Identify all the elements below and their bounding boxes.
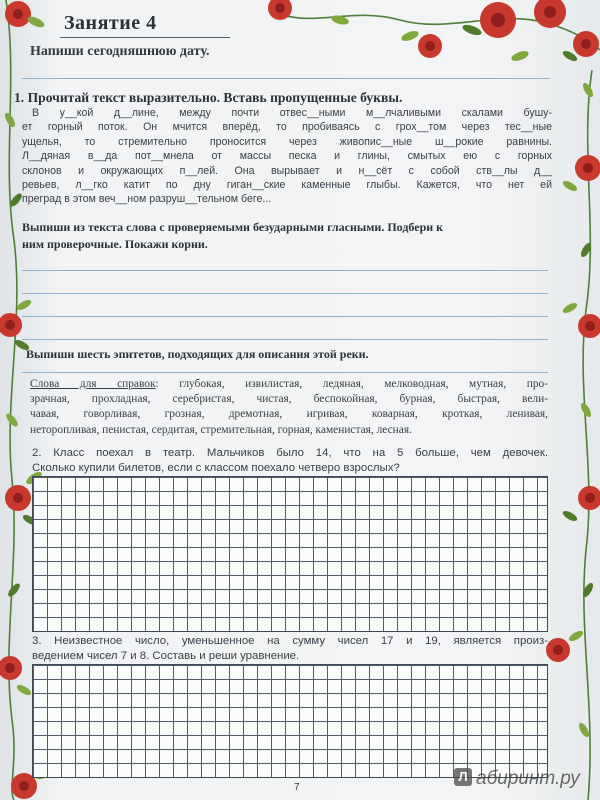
task1-text xyxy=(22,106,552,207)
top-flower-border xyxy=(250,0,600,70)
reference-label: Слова для справок xyxy=(30,378,156,390)
title-underline xyxy=(60,37,230,38)
text-line: склонов и окружающих п__лей. Она вырывает и н__сёт с собой ств__лы д__ xyxy=(22,164,552,177)
watermark-logo-icon: Л xyxy=(454,768,472,786)
text-line: преград в этом веч__ном разруш__тельном беге... xyxy=(22,193,272,206)
text-line: Л__дяная в__да пот__мнела от массы песка и глины, смытых ею с горных xyxy=(22,150,552,163)
reference-line: зрачная, прохладная, серебристая, чистая, беспокойная, бурная, быстрая, вели- xyxy=(30,393,548,406)
epithets-instruction: Выпиши шесть эпитетов, подходящих для описания этой реки. xyxy=(26,347,369,361)
rose-icon xyxy=(561,155,600,193)
reference-line: : глубокая, извилистая, ледяная, мелководная, мутная, про- xyxy=(155,378,549,390)
rose-icon xyxy=(400,29,442,58)
reference-words xyxy=(30,377,548,438)
rose-icon xyxy=(461,2,516,38)
page-number: 7 xyxy=(294,782,300,793)
instruction-line: ним проверочные. Покажи корни. xyxy=(22,237,208,251)
text-line: В у__кой д__лине, между почти отвес__ными м__лчаливыми скалами бушу- xyxy=(32,107,552,119)
answer-line[interactable] xyxy=(22,339,548,340)
task3-line: ведением чисел 7 и 8. Составь и реши уравнение. xyxy=(32,650,300,662)
task2-grid[interactable] xyxy=(32,476,548,632)
rose-icon xyxy=(0,656,33,697)
rose-icon xyxy=(546,629,585,662)
lesson-title: Занятие 4 xyxy=(64,12,157,34)
text-line: ревьев, л__гко катит по дну гиган__ские каменные глыбы. Кажется, что нет ей xyxy=(22,179,552,192)
rose-icon xyxy=(573,31,599,57)
task3-line: 3. Неизвестное число, уменьшенное на сумму чисел 17 и 19, является произ- xyxy=(32,635,548,647)
answer-line[interactable] xyxy=(22,293,548,294)
task3-grid[interactable] xyxy=(32,664,548,778)
task2-line: Сколько купили билетов, если с классом поехало четверо взрослых? xyxy=(32,462,400,474)
answer-line[interactable] xyxy=(22,372,548,373)
text-line: ущелья, то стремительно проносится через живопис__ные ш__рокие равнины. xyxy=(22,135,552,148)
rose-icon xyxy=(561,486,600,523)
rose-icon xyxy=(561,301,600,338)
date-prompt: Напиши сегодняшнюю дату. xyxy=(30,44,210,59)
text-line: ет горный поток. Он мчится вперёд, то пробиваясь с грох__том через тес__ные xyxy=(22,121,552,134)
task3-text xyxy=(32,634,548,664)
task2-line: 2. Класс поехал в театр. Мальчиков было 14, что на 5 больше, чем девочек. xyxy=(32,447,548,459)
reference-line: неторопливая, пенистая, сердитая, стремительная, горная, каменистая, лесная. xyxy=(30,423,412,436)
rose-icon xyxy=(534,0,566,28)
task2-text xyxy=(32,446,548,476)
watermark: абиринт.ру xyxy=(476,768,580,789)
answer-line[interactable] xyxy=(22,316,548,317)
reference-line: чавая, говорливая, грозная, дремотная, игривая, коварная, кроткая, ленивая, xyxy=(30,408,548,421)
answer-line[interactable] xyxy=(22,270,548,271)
task1-heading: 1. Прочитай текст выразительно. Вставь пропущенные буквы. xyxy=(14,90,403,105)
task1-instruction xyxy=(22,219,552,253)
date-answer-line[interactable] xyxy=(22,78,550,79)
instruction-line: Выпиши из текста слова с проверяемыми безударными гласными. Подбери к xyxy=(22,220,444,234)
rose-icon xyxy=(5,1,46,29)
